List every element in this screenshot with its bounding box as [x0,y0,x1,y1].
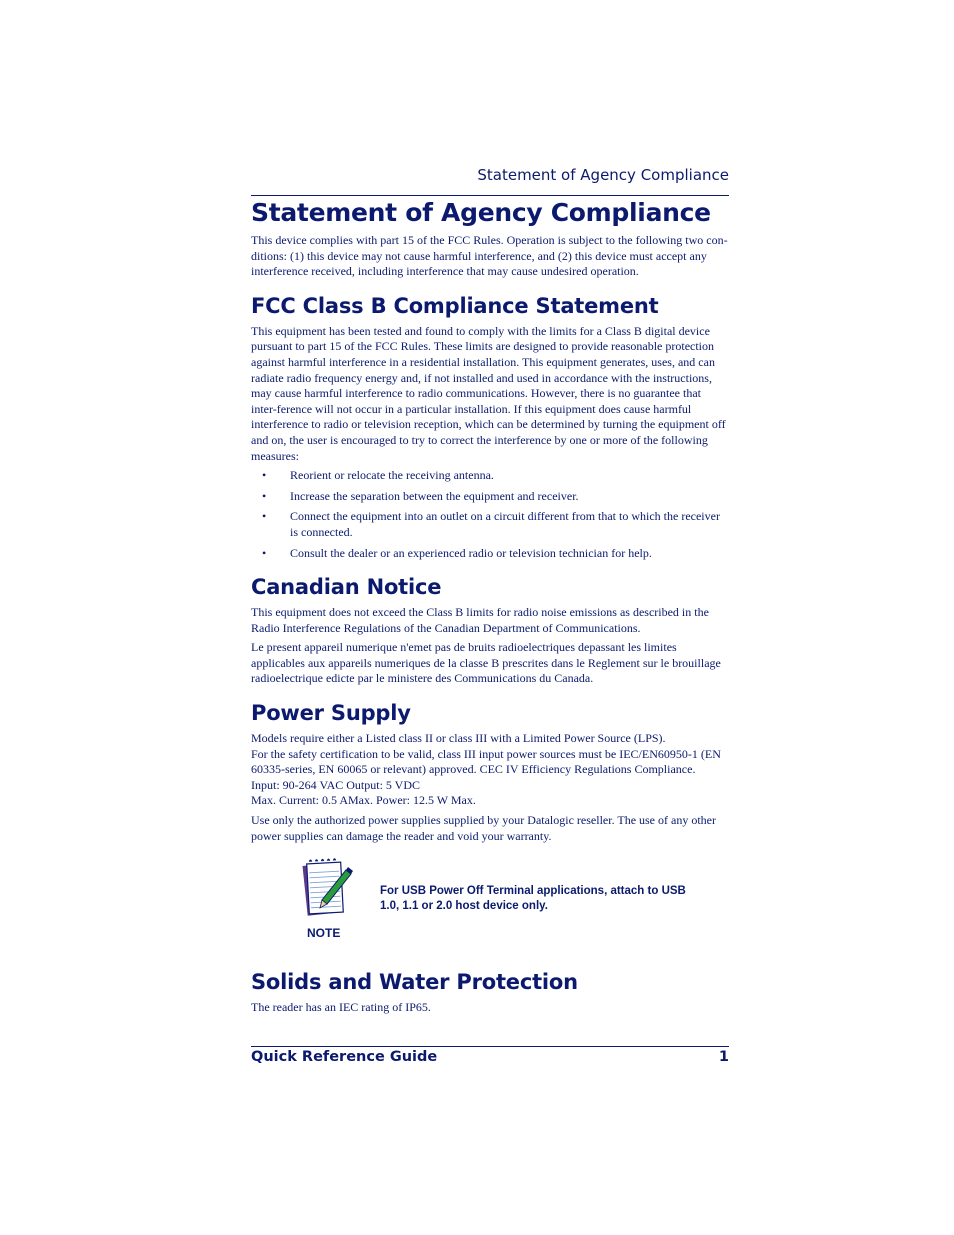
canadian-paragraph-french: Le present appareil numerique n'emet pas de bruits radioelectriques depassant les limites applicables aux appareils numeriques de la classe B prescrites dans le Reglement sur le brouillage radioelectrique edicte par le ministere des Communications du Canada. [251,640,721,686]
list-item-text: Consult the dealer or an experienced radio or television technician for help. [290,545,652,560]
note-pad-pen-icon [299,858,355,918]
footer-rule [251,1046,729,1047]
power-line-1: Models require either a Listed class II or class III with a Limited Power Source (LPS). [251,731,666,746]
fcc-heading: FCC Class B Compliance Statement [251,293,659,318]
note-text: For USB Power Off Terminal applications, attach to USB 1.0, 1.1 or 2.0 host device only. [380,885,686,913]
power-line-4: Max. Current: 0.5 AMax. Power: 12.5 W Max. [251,793,476,808]
canadian-heading: Canadian Notice [251,575,442,600]
power-line-2: For the safety certification to be valid, class III input power sources must be IEC/EN60950-1 (EN 60335-series, EN 60065 or relevant) approved. CEC IV Efficiency Regulations Compliance. [251,746,721,777]
bullet-icon: • [262,488,267,503]
list-item-text: Increase the separation between the equipment and receiver. [290,488,579,503]
note-label: NOTE [307,926,341,941]
note-callout [251,858,729,956]
list-item [251,489,729,505]
power-warning: Use only the authorized power supplies supplied by your Datalogic reseller. The use of any other power supplies can damage the reader and void your warranty. [251,813,716,843]
power-requirements [251,731,729,809]
footer-guide-title: Quick Reference Guide [251,1049,438,1065]
solids-paragraph: The reader has an IEC rating of IP65. [251,1000,431,1015]
list-item [251,509,729,540]
bullet-icon: • [262,509,267,524]
fcc-measures-list [251,468,729,561]
page-title: Statement of Agency Compliance [251,198,711,227]
running-header: Statement of Agency Compliance [477,166,729,184]
power-line-3: Input: 90-264 VAC Output: 5 VDC [251,777,421,792]
list-item-text: Connect the equipment into an outlet on a circuit different from that to which the receiver is connected. [290,509,720,539]
bullet-icon: • [262,545,267,560]
bullet-icon: • [262,468,267,483]
list-item [251,546,729,562]
power-heading: Power Supply [251,701,411,726]
fcc-paragraph: This equipment has been tested and found to comply with the limits for a Class B digital device pursuant to part 15 of the FCC Rules. These limits are designed to provide reasonable protection against harmful interference in a residential installation. This equipment generates, uses, and can radiate radio frequency energy and, if not installed and used in accordance with the instructions, may cause harmful interference to radio communications. However, there is no guarantee that inter-ference will not occur in a particular installation. If this equipment does cause harmful interference to radio or television reception, which can be determined by turning the equipment off and on, the user is encouraged to try to correct the interference by one or more of the following measures: [251,323,726,463]
main-content [251,196,729,1020]
intro-paragraph: This device complies with part 15 of the FCC Rules. Operation is subject to the following two con-ditions: (1) this device may not cause harmful interference, and (2) this device must accept any interference received, including interference that may cause undesired operation. [251,233,728,279]
page-number: 1 [718,1049,729,1065]
list-item-text: Reorient or relocate the receiving antenna. [290,468,494,483]
list-item [251,468,729,484]
solids-heading: Solids and Water Protection [251,970,578,995]
canadian-paragraph-english: This equipment does not exceed the Class B limits for radio noise emissions as described in the Radio Interference Regulations of the Canadian Department of Communications. [251,605,709,635]
